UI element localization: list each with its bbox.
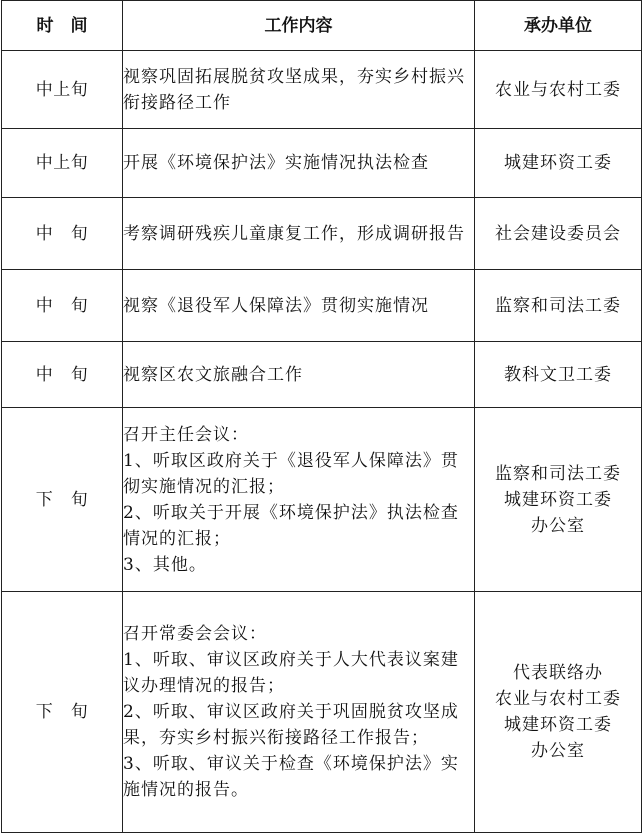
content-line: 视察区农文旅融合工作 bbox=[123, 364, 303, 385]
content-line: 1、听取、审议区政府关于人大代表议案建议办理情况的报告； bbox=[123, 650, 459, 696]
unit-line: 农业与农村工委 bbox=[495, 689, 621, 709]
header-time: 时 间 bbox=[2, 1, 123, 51]
content-line: 召开主任会议： bbox=[123, 424, 249, 445]
table-row bbox=[2, 198, 642, 270]
unit-line: 社会建设委员会 bbox=[495, 223, 621, 244]
row-content bbox=[123, 129, 475, 198]
unit-line: 城建环资工委 bbox=[504, 153, 612, 173]
content-line: 3、听取、审议关于检查《环境保护法》实施情况的报告。 bbox=[123, 754, 459, 800]
row-content bbox=[123, 270, 475, 342]
row-content bbox=[123, 408, 475, 592]
row-content bbox=[123, 51, 475, 129]
content-line: 2、听取关于开展《环境保护法》执法检查情况的汇报； bbox=[123, 502, 459, 549]
row-unit bbox=[475, 342, 642, 408]
row-time: 中 旬 bbox=[2, 270, 123, 342]
unit-line: 监察和司法工委 bbox=[495, 295, 621, 316]
unit-line: 城建环资工委 bbox=[504, 715, 612, 735]
header-row bbox=[2, 1, 642, 51]
unit-line: 城建环资工委 bbox=[504, 489, 612, 510]
content-line: 1、听取区政府关于《退役军人保障法》贯彻实施情况的汇报； bbox=[123, 450, 459, 497]
content-line: 开展《环境保护法》实施情况执法检查 bbox=[123, 153, 429, 173]
header-unit: 承办单位 bbox=[475, 1, 642, 51]
row-content bbox=[123, 592, 475, 833]
content-line: 视察《退役军人保障法》贯彻实施情况 bbox=[123, 295, 429, 316]
unit-line: 代表联络办 bbox=[513, 663, 603, 683]
table-row bbox=[2, 342, 642, 408]
row-unit bbox=[475, 51, 642, 129]
unit-line: 办公室 bbox=[531, 741, 585, 761]
row-unit bbox=[475, 198, 642, 270]
unit-line: 教科文卫工委 bbox=[504, 364, 612, 385]
row-content bbox=[123, 198, 475, 270]
row-time: 中 旬 bbox=[2, 342, 123, 408]
content-line: 3、其他。 bbox=[123, 554, 207, 575]
row-content bbox=[123, 342, 475, 408]
unit-line: 农业与农村工委 bbox=[495, 79, 621, 100]
unit-line: 监察和司法工委 bbox=[495, 463, 621, 484]
content-line: 2、听取、审议区政府关于巩固脱贫攻坚成果，夯实乡村振兴衔接路径工作报告； bbox=[123, 702, 459, 748]
row-time: 下 旬 bbox=[2, 408, 123, 592]
header-content: 工作内容 bbox=[123, 1, 475, 51]
table-row bbox=[2, 51, 642, 129]
row-time: 中 旬 bbox=[2, 198, 123, 270]
row-time: 下 旬 bbox=[2, 592, 123, 833]
row-time: 中上旬 bbox=[2, 51, 123, 129]
row-unit bbox=[475, 592, 642, 833]
content-line: 视察巩固拓展脱贫攻坚成果，夯实乡村振兴衔接路径工作 bbox=[123, 66, 465, 113]
table-row bbox=[2, 408, 642, 592]
row-unit bbox=[475, 129, 642, 198]
unit-line: 办公室 bbox=[531, 515, 585, 536]
table-row bbox=[2, 129, 642, 198]
row-unit bbox=[475, 270, 642, 342]
row-time: 中上旬 bbox=[2, 129, 123, 198]
content-line: 考察调研残疾儿童康复工作，形成调研报告 bbox=[123, 223, 465, 244]
row-unit bbox=[475, 408, 642, 592]
table-row bbox=[2, 270, 642, 342]
table-row bbox=[2, 592, 642, 833]
schedule-table bbox=[1, 0, 642, 833]
content-line: 召开常委会会议： bbox=[123, 624, 267, 644]
